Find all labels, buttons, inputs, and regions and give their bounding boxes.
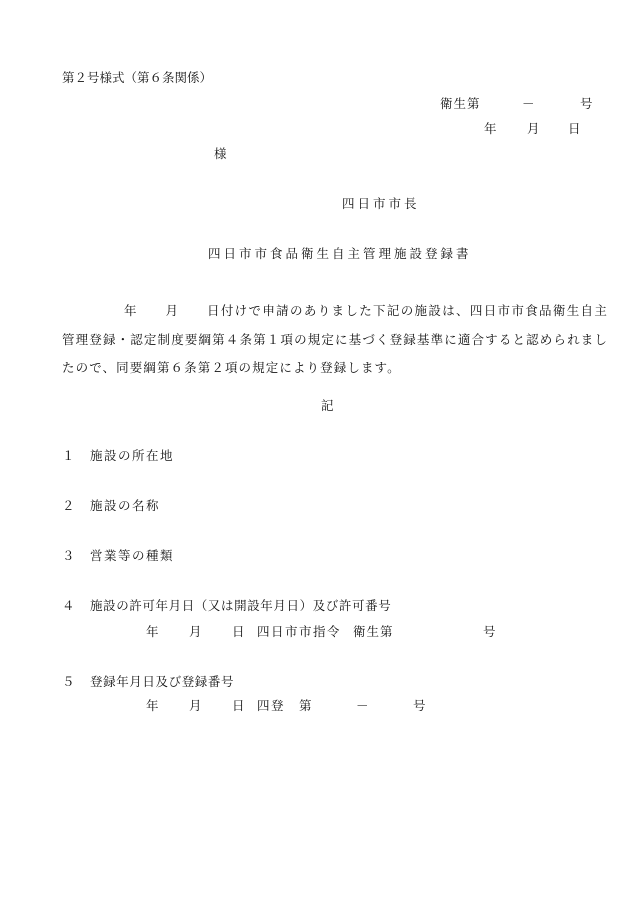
- item4-year: 年: [146, 624, 159, 639]
- item4-day: 日: [232, 624, 245, 639]
- item5-day: 日: [232, 698, 245, 713]
- document-title: 四日市市食品衛生自主管理施設登録書: [208, 246, 472, 261]
- item5-prefix: 第: [299, 698, 312, 713]
- item-label-business-type: 営業等の種類: [90, 548, 175, 563]
- issuer: 四日市市長: [342, 196, 420, 211]
- item-label-registration: 登録年月日及び登録番号: [90, 674, 235, 689]
- doc-number-suffix: 号: [580, 96, 593, 111]
- date-day: 日: [568, 121, 581, 136]
- item4-month: 月: [189, 624, 202, 639]
- item-number: ２: [62, 498, 75, 513]
- doc-number-prefix: 衛生第: [440, 96, 481, 111]
- addressee-suffix: 様: [214, 146, 227, 161]
- item5-authority: 四登: [257, 698, 286, 713]
- item-label-name: 施設の名称: [90, 498, 161, 513]
- item5-suffix: 号: [413, 698, 426, 713]
- item4-prefix: 衛生第: [353, 624, 394, 639]
- item-number: ４: [62, 598, 75, 613]
- item-number: ３: [62, 548, 75, 563]
- body-paragraph: 年 月 日付けで申請のありました下記の施設は、四日市市食品衛生自主管理登録・認定制度要綱第４条第１項の規定に基づく登録基準に適合すると認められましたので、同要綱第６条第２項の規定により登録します。: [62, 303, 608, 375]
- date-year: 年: [484, 121, 497, 136]
- item-number: １: [62, 448, 75, 463]
- item-label-permit: 施設の許可年月日（又は開設年月日）及び許可番号: [90, 598, 392, 613]
- ki-heading: 記: [321, 398, 334, 413]
- form-label: 第２号様式（第６条関係）: [62, 70, 213, 85]
- item4-authority: 四日市市指令: [257, 624, 342, 639]
- item4-suffix: 号: [483, 624, 496, 639]
- date-month: 月: [527, 121, 540, 136]
- item5-year: 年: [146, 698, 159, 713]
- item5-dash: －: [356, 698, 369, 713]
- item5-month: 月: [189, 698, 202, 713]
- item-label-location: 施設の所在地: [90, 448, 175, 463]
- item-number: ５: [62, 674, 75, 689]
- doc-number-dash: －: [522, 96, 535, 111]
